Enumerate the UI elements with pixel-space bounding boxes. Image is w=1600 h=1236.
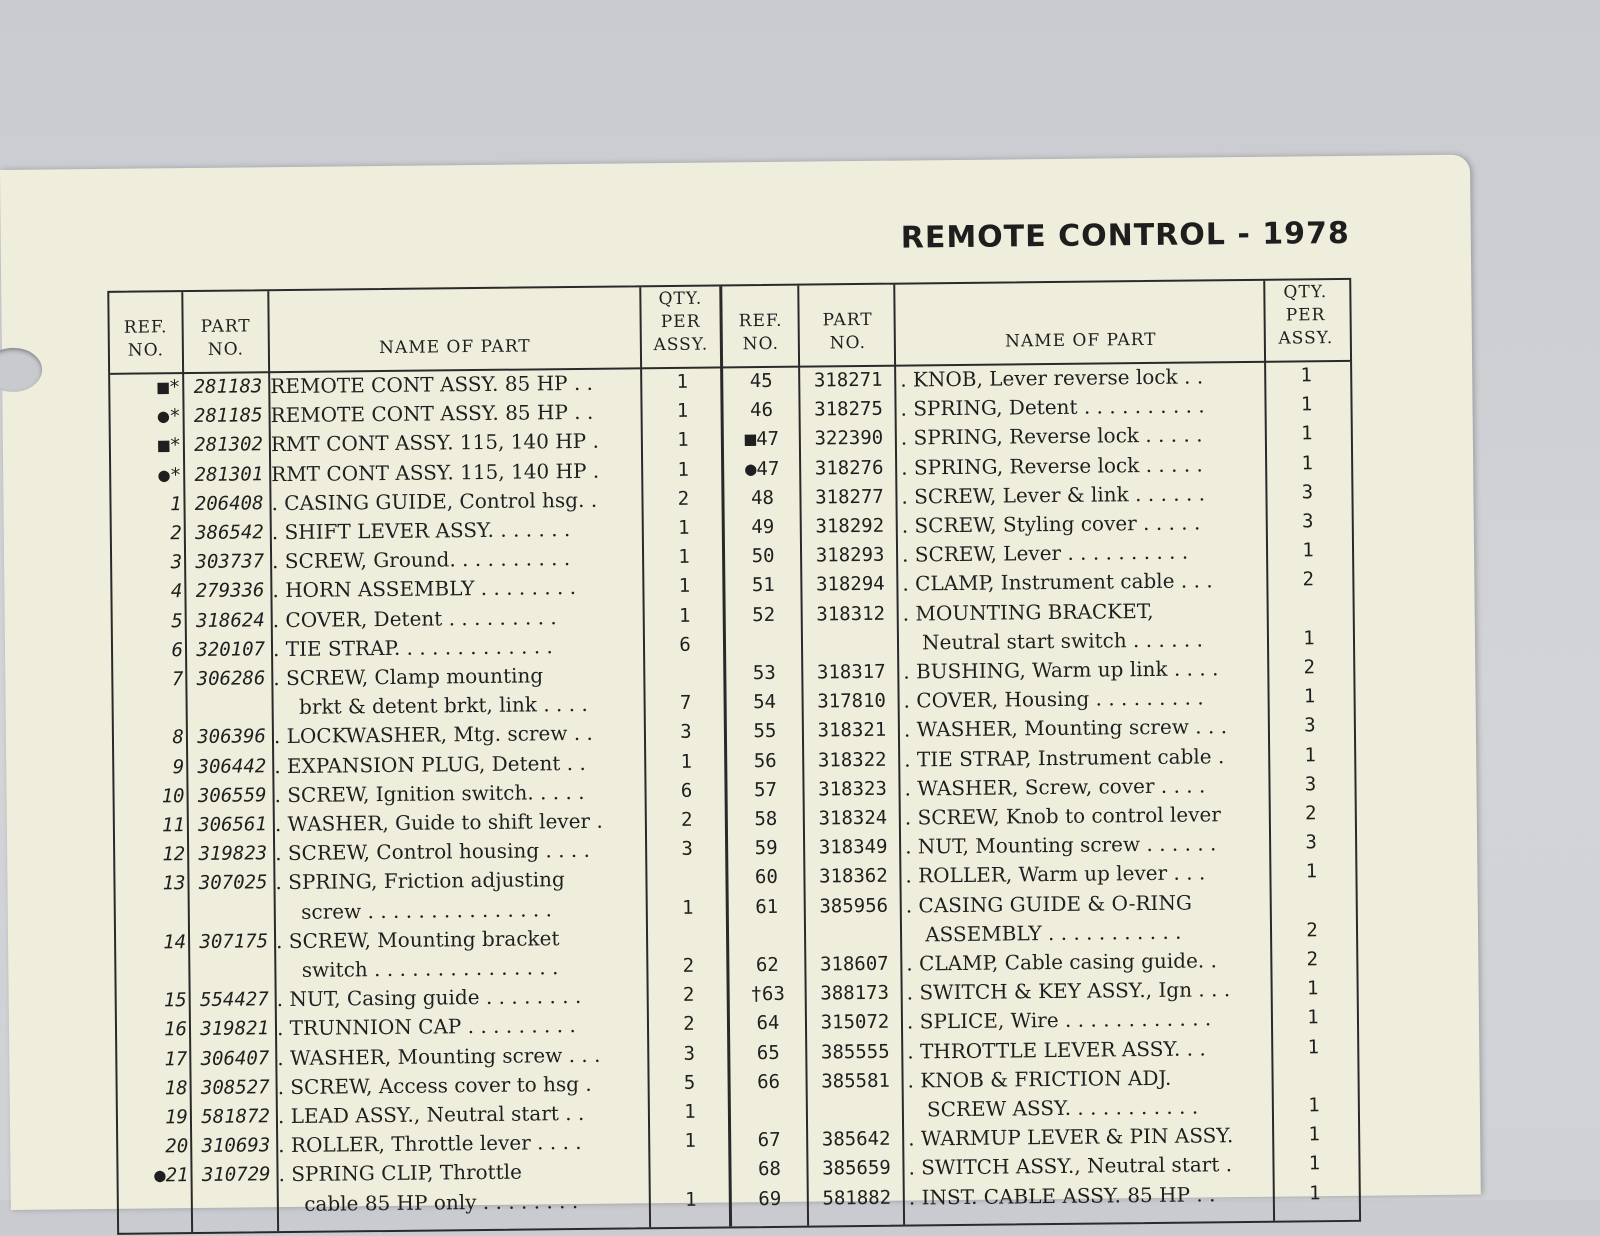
part-no: 307175 xyxy=(199,930,269,953)
ref-no: ●21 xyxy=(154,1164,189,1187)
ref-no-2 xyxy=(730,1098,808,1099)
part-no-2: 318292 xyxy=(815,514,885,538)
qty-per-assy-2: 2 xyxy=(1302,568,1315,591)
qty-per-assy: 1 xyxy=(676,370,689,393)
ref-no-2: 61 xyxy=(755,895,779,918)
qty-per-assy-2: 2 xyxy=(1304,802,1317,825)
header-qty2-line1: QTY. xyxy=(1283,282,1328,303)
part-name: RMT CONT ASSY. 115, 140 HP . xyxy=(271,458,600,486)
ref-no xyxy=(114,695,184,696)
ref-no-2: 51 xyxy=(751,574,775,597)
qty-per-assy: 1 xyxy=(677,516,690,539)
part-name-2: . KNOB, Lever reverse lock . . xyxy=(900,364,1204,392)
qty-per-assy-2: 1 xyxy=(1306,977,1319,1000)
part-no-2: 318349 xyxy=(818,835,888,859)
qty-per-assy-2: 3 xyxy=(1301,510,1314,533)
header-ref2-line1: REF. xyxy=(738,310,783,332)
ref-no-2: 57 xyxy=(753,778,778,801)
qty-per-assy-2: 1 xyxy=(1308,1094,1320,1117)
part-no-2: 318276 xyxy=(814,456,884,480)
header-part-line1: PART xyxy=(200,316,251,337)
part-name: brkt & detent brkt, link . . . . xyxy=(273,692,588,720)
part-no-2 xyxy=(810,1097,902,1098)
ref-no: ■* xyxy=(157,376,181,399)
part-no: 310693 xyxy=(201,1134,271,1158)
qty-per-assy-2: 3 xyxy=(1304,773,1317,796)
part-name: . TRUNNION CAP . . . . . . . . . xyxy=(276,1013,576,1041)
header-part-no xyxy=(181,291,270,372)
qty-per-assy: 2 xyxy=(683,1013,695,1036)
part-no: 581872 xyxy=(201,1105,271,1128)
part-name-2: . CLAMP, Instrument cable . . . xyxy=(902,568,1213,596)
ref-no-2: ■47 xyxy=(744,428,780,451)
part-name: . SCREW, Control housing . . . . xyxy=(275,838,591,866)
header-part2-line1: PART xyxy=(822,309,873,331)
ref-no: 20 xyxy=(165,1135,189,1158)
page-title: REMOTE CONTROL - 1978 xyxy=(900,215,1350,256)
header-name-of-part-2 xyxy=(895,281,1266,365)
qty-per-assy-2: 3 xyxy=(1305,831,1317,854)
header-qty-per-assy-2 xyxy=(1265,280,1346,361)
part-name-2: . CLAMP, Cable casing guide. . xyxy=(906,948,1218,976)
ref-no-2: 46 xyxy=(749,399,774,422)
part-no-2: 385581 xyxy=(821,1069,891,1093)
parts-table xyxy=(107,278,1361,1235)
part-name: . TIE STRAP. . . . . . . . . . . . . xyxy=(272,634,553,661)
qty-per-assy-2: 1 xyxy=(1308,1152,1321,1175)
qty-per-assy: 1 xyxy=(684,1188,697,1211)
ref-no-2 xyxy=(725,630,803,631)
part-name-2: . INST. CABLE ASSY. 85 HP . . xyxy=(908,1181,1216,1210)
qty-per-assy-2: 1 xyxy=(1307,1006,1319,1029)
part-name: . EXPANSION PLUG, Detent . . xyxy=(274,750,586,778)
part-name-2: . MOUNTING BRACKET, xyxy=(902,598,1154,626)
part-name-2: . WASHER, Mounting screw . . . xyxy=(903,714,1228,742)
qty-per-assy-2: 1 xyxy=(1300,393,1313,416)
qty-per-assy-2: 1 xyxy=(1305,860,1318,883)
ref-no: 16 xyxy=(164,1018,188,1041)
ref-no-2: 69 xyxy=(758,1187,782,1210)
ref-no-2: 67 xyxy=(757,1129,781,1152)
part-name-2: . KNOB & FRICTION ADJ. xyxy=(907,1065,1172,1093)
part-no: 554427 xyxy=(199,988,269,1012)
part-no-2 xyxy=(805,629,897,630)
qty-per-assy-2: 2 xyxy=(1303,656,1316,679)
ref-no: 1 xyxy=(169,492,182,516)
part-no-2: 581882 xyxy=(822,1186,892,1210)
header-qty-line1: QTY. xyxy=(658,288,703,310)
part-no: 281302 xyxy=(194,433,264,457)
ref-no-2: 60 xyxy=(754,866,779,889)
qty-per-assy: 1 xyxy=(676,399,689,423)
ref-no-2: 62 xyxy=(755,953,779,977)
part-name-2: . COVER, Housing . . . . . . . . . xyxy=(903,685,1204,713)
qty-per-assy-2: 1 xyxy=(1303,685,1316,708)
ref-no-2: 65 xyxy=(756,1041,780,1064)
header-name-line1: NAME OF PART xyxy=(379,336,531,359)
part-name: . LOCKWASHER, Mtg. screw . . xyxy=(273,721,593,749)
part-no: 303737 xyxy=(195,550,265,574)
part-no-2: 318293 xyxy=(815,543,885,567)
part-name: . WASHER, Mounting screw . . . xyxy=(277,1042,601,1070)
ref-no-2: 50 xyxy=(751,545,775,568)
header-ref-line2: NO. xyxy=(127,340,165,361)
ref-no: 8 xyxy=(172,726,185,749)
ref-no-2: 53 xyxy=(752,661,776,685)
part-name-2: . WARMUP LEVER & PIN ASSY. xyxy=(908,1123,1234,1151)
qty-per-assy-2: 1 xyxy=(1303,627,1315,650)
part-name-2: . TIE STRAP, Instrument cable . xyxy=(904,743,1225,772)
part-no: 306561 xyxy=(198,813,267,836)
part-no-2: 317810 xyxy=(817,689,887,713)
qty-per-assy: 2 xyxy=(682,954,695,977)
part-name: cable 85 HP only . . . . . . . . xyxy=(278,1188,579,1216)
part-no: 281301 xyxy=(194,462,264,486)
ref-no-2: †63 xyxy=(750,983,785,1006)
ref-no-2: 66 xyxy=(757,1070,781,1093)
qty-per-assy: 2 xyxy=(677,487,690,510)
part-no-2 xyxy=(808,921,900,922)
qty-per-assy-2: 1 xyxy=(1308,1123,1321,1146)
ref-no: 2 xyxy=(170,522,182,545)
part-no-2: 318294 xyxy=(815,573,885,596)
part-name: RMT CONT ASSY. 115, 140 HP . xyxy=(270,429,599,457)
part-name-2: . SCREW, Styling cover . . . . . xyxy=(901,510,1201,538)
part-no: 306407 xyxy=(200,1046,270,1070)
qty-per-assy: 1 xyxy=(677,429,689,452)
qty-per-assy: 6 xyxy=(679,633,691,656)
part-no: 319821 xyxy=(200,1017,270,1041)
part-name: . CASING GUIDE, Control hsg. . xyxy=(271,487,598,515)
part-no: 318624 xyxy=(195,608,265,632)
qty-per-assy: 1 xyxy=(681,896,694,919)
ref-no: 4 xyxy=(170,580,183,603)
qty-per-assy: 3 xyxy=(680,721,692,744)
part-name-2: . SWITCH & KEY ASSY., Ign . . . xyxy=(906,977,1231,1005)
part-name-2: . SPRING, Reverse lock . . . . . xyxy=(900,422,1203,450)
part-name-2: Neutral start switch . . . . . . xyxy=(902,627,1204,655)
ref-no-2: 54 xyxy=(753,691,777,714)
part-name: REMOTE CONT ASSY. 85 HP . . xyxy=(270,399,594,428)
qty-per-assy-2: 1 xyxy=(1300,364,1313,387)
part-name-2: . BUSHING, Warm up link . . . . xyxy=(903,656,1219,684)
part-no: 306286 xyxy=(196,667,266,690)
header-name2-line1: NAME OF PART xyxy=(1004,329,1157,352)
qty-per-assy-2 xyxy=(1274,888,1350,889)
header-ref2-line2: NO. xyxy=(742,333,780,355)
part-name-2: . SCREW, Lever & link . . . . . . xyxy=(901,481,1206,509)
part-name-2: . WASHER, Screw, cover . . . . xyxy=(904,773,1206,801)
part-no: 306396 xyxy=(197,725,267,749)
qty-per-assy: 1 xyxy=(677,458,690,481)
ref-no: 6 xyxy=(171,638,184,662)
part-name-2: ASSEMBLY . . . . . . . . . . . xyxy=(905,919,1182,947)
part-no-2: 318321 xyxy=(817,719,887,742)
qty-per-assy: 1 xyxy=(678,604,691,627)
part-name: . SHIFT LEVER ASSY. . . . . . . xyxy=(271,517,571,545)
qty-per-assy-2: 1 xyxy=(1308,1181,1321,1204)
header-part-no-2 xyxy=(799,285,896,366)
part-name: . SCREW, Ignition switch. . . . . xyxy=(274,779,585,807)
part-name: . HORN ASSEMBLY . . . . . . . . xyxy=(272,575,577,603)
ref-no-2: 59 xyxy=(754,837,778,860)
ref-no-2: 45 xyxy=(749,369,773,393)
qty-per-assy-2: 1 xyxy=(1307,1035,1320,1058)
part-no xyxy=(188,899,268,900)
qty-per-assy: 1 xyxy=(684,1100,696,1123)
part-name-2: . CASING GUIDE & O-RING xyxy=(905,890,1192,918)
part-no: 306559 xyxy=(197,784,267,807)
ref-no: ●* xyxy=(157,405,181,428)
part-no-2: 318324 xyxy=(818,806,888,830)
header-ref-no-2 xyxy=(721,286,800,367)
part-name-2: . SPRING, Reverse lock . . . . . xyxy=(901,452,1203,480)
part-no: 206408 xyxy=(194,492,264,515)
part-no-2: 318607 xyxy=(819,952,889,976)
part-no: 310729 xyxy=(201,1163,271,1187)
ref-no-2: 68 xyxy=(757,1158,782,1181)
part-name: REMOTE CONT ASSY. 85 HP . . xyxy=(270,370,594,399)
qty-per-assy: 5 xyxy=(683,1071,696,1094)
part-no-2: 318277 xyxy=(815,485,884,509)
ref-no: 3 xyxy=(170,551,183,574)
ref-no: 17 xyxy=(164,1047,188,1070)
header-qty2-line2: PER xyxy=(1285,305,1326,326)
ref-no-2: 48 xyxy=(750,486,775,509)
ref-no: 7 xyxy=(171,668,184,691)
ref-no-2: 49 xyxy=(751,515,775,539)
part-no-2: 315072 xyxy=(820,1011,890,1034)
qty-per-assy xyxy=(647,865,727,866)
ref-no: 15 xyxy=(163,989,187,1012)
part-no: 319823 xyxy=(198,842,268,866)
part-no: 306442 xyxy=(197,754,267,778)
qty-per-assy-2 xyxy=(1275,1063,1351,1064)
qty-per-assy: 2 xyxy=(680,808,693,831)
ref-no: 5 xyxy=(171,609,183,632)
qty-per-assy xyxy=(650,1157,730,1158)
ref-no xyxy=(116,958,186,959)
qty-per-assy-2: 2 xyxy=(1306,948,1319,971)
qty-per-assy-2: 2 xyxy=(1306,919,1318,942)
part-name-2: . ROLLER, Warm up lever . . . xyxy=(905,860,1206,888)
part-name: screw . . . . . . . . . . . . . . . xyxy=(275,896,553,924)
ref-no-2: ●47 xyxy=(744,457,780,480)
part-no xyxy=(191,1191,271,1192)
part-no-2: 322390 xyxy=(814,427,884,450)
part-no-2: 385555 xyxy=(820,1040,890,1064)
header-part-line2: NO. xyxy=(207,339,245,360)
ref-no-2: 55 xyxy=(753,720,777,743)
part-name: switch . . . . . . . . . . . . . . . xyxy=(276,955,559,983)
header-name-of-part xyxy=(269,287,640,371)
part-name: . SPRING CLIP, Throttle xyxy=(278,1159,523,1187)
part-name: . SCREW, Access cover to hsg . xyxy=(277,1071,592,1099)
ref-no-2 xyxy=(728,922,806,923)
header-qty-per-assy xyxy=(639,286,722,367)
header-ref-line1: REF. xyxy=(123,317,168,338)
ref-no: 19 xyxy=(164,1106,189,1129)
header-qty-line3: ASSY. xyxy=(653,334,709,356)
binder-hole xyxy=(0,348,42,393)
qty-per-assy xyxy=(648,923,728,924)
part-no-2: 318323 xyxy=(818,777,887,801)
part-no-2: 318362 xyxy=(819,865,888,888)
part-no xyxy=(188,957,268,958)
ref-no: 9 xyxy=(172,755,185,778)
qty-per-assy: 1 xyxy=(684,1129,697,1153)
ref-no: 10 xyxy=(161,784,185,808)
qty-per-assy-2: 1 xyxy=(1301,451,1313,474)
table-header xyxy=(109,280,1350,375)
part-no-2: 385642 xyxy=(821,1127,891,1151)
part-no: 308527 xyxy=(200,1076,270,1099)
part-name: . SPRING, Friction adjusting xyxy=(275,867,565,895)
qty-per-assy: 6 xyxy=(680,779,693,802)
part-name-2: . SPRING, Detent . . . . . . . . . . xyxy=(900,393,1205,421)
qty-per-assy xyxy=(645,660,725,661)
qty-per-assy-2: 1 xyxy=(1300,422,1313,445)
part-no-2: 318322 xyxy=(817,748,887,772)
qty-per-assy: 1 xyxy=(678,545,690,569)
qty-per-assy: 1 xyxy=(678,575,691,598)
part-no-2: 318275 xyxy=(814,397,883,421)
part-name-2: . SWITCH ASSY., Neutral start . xyxy=(908,1152,1233,1180)
ref-no xyxy=(116,900,186,901)
part-name: . LEAD ASSY., Neutral start . . xyxy=(277,1100,585,1129)
part-no-2: 318312 xyxy=(816,602,886,626)
ref-no: ■* xyxy=(157,434,182,457)
ref-no-2: 52 xyxy=(752,603,776,626)
header-qty2-line3: ASSY. xyxy=(1278,328,1334,349)
part-no: 307025 xyxy=(198,871,268,895)
qty-per-assy-2: 3 xyxy=(1304,714,1316,737)
ref-no: ●* xyxy=(158,463,182,486)
part-name-2: SCREW ASSY. . . . . . . . . . . xyxy=(907,1094,1199,1122)
part-name: . NUT, Casing guide . . . . . . . . xyxy=(276,984,582,1012)
ref-no: 11 xyxy=(161,814,185,837)
qty-per-assy: 7 xyxy=(679,691,692,715)
qty-per-assy-2: 3 xyxy=(1301,481,1314,504)
header-qty-line2: PER xyxy=(660,311,701,333)
catalog-page xyxy=(0,155,1481,1216)
header-ref-no xyxy=(109,292,182,373)
part-no-2: 388173 xyxy=(820,981,890,1005)
ref-no-2: 56 xyxy=(753,749,777,772)
part-no-2: 318317 xyxy=(816,660,886,684)
qty-per-assy: 2 xyxy=(682,983,695,1007)
ref-no-2: 58 xyxy=(754,807,778,831)
header-part2-line2: NO. xyxy=(829,332,867,354)
part-no-2: 385956 xyxy=(819,894,889,918)
part-name: . SCREW, Ground. . . . . . . . . . xyxy=(271,546,571,574)
ref-no: 13 xyxy=(162,872,186,895)
part-no-2: 318271 xyxy=(813,368,883,392)
part-name: . SCREW, Clamp mounting xyxy=(273,663,544,691)
part-no-2: 385659 xyxy=(822,1157,891,1180)
part-name: . ROLLER, Throttle lever . . . . xyxy=(278,1130,582,1158)
part-name: . WASHER, Guide to shift lever . xyxy=(274,808,603,837)
ref-no-2: 64 xyxy=(756,1012,780,1035)
part-name-2: . THROTTLE LEVER ASSY. . . xyxy=(907,1036,1206,1064)
ref-no: 18 xyxy=(164,1076,188,1100)
ref-no: 12 xyxy=(162,843,186,866)
part-name-2: . SCREW, Lever . . . . . . . . . . xyxy=(901,539,1189,567)
ref-no xyxy=(119,1192,189,1193)
qty-per-assy-2 xyxy=(1271,596,1347,597)
qty-per-assy: 1 xyxy=(680,750,693,773)
part-no: 320107 xyxy=(196,638,266,661)
part-name: . SCREW, Mounting bracket xyxy=(275,925,560,953)
part-name-2: . SPLICE, Wire . . . . . . . . . . . . xyxy=(906,1006,1212,1034)
ref-no: 14 xyxy=(163,930,187,954)
part-no: 281185 xyxy=(193,404,263,428)
qty-per-assy: 3 xyxy=(683,1042,696,1065)
part-no: 281183 xyxy=(193,375,263,398)
part-no: 279336 xyxy=(195,579,265,603)
part-name-2: . SCREW, Knob to control lever xyxy=(904,802,1222,830)
qty-per-assy-2: 1 xyxy=(1302,539,1314,562)
part-name: . COVER, Detent . . . . . . . . . xyxy=(272,604,557,632)
part-name-2: . NUT, Mounting screw . . . . . . xyxy=(905,831,1217,859)
qty-per-assy: 3 xyxy=(681,837,693,861)
part-no: 386542 xyxy=(195,521,264,544)
part-no xyxy=(186,694,266,695)
qty-per-assy-2: 1 xyxy=(1304,743,1317,766)
